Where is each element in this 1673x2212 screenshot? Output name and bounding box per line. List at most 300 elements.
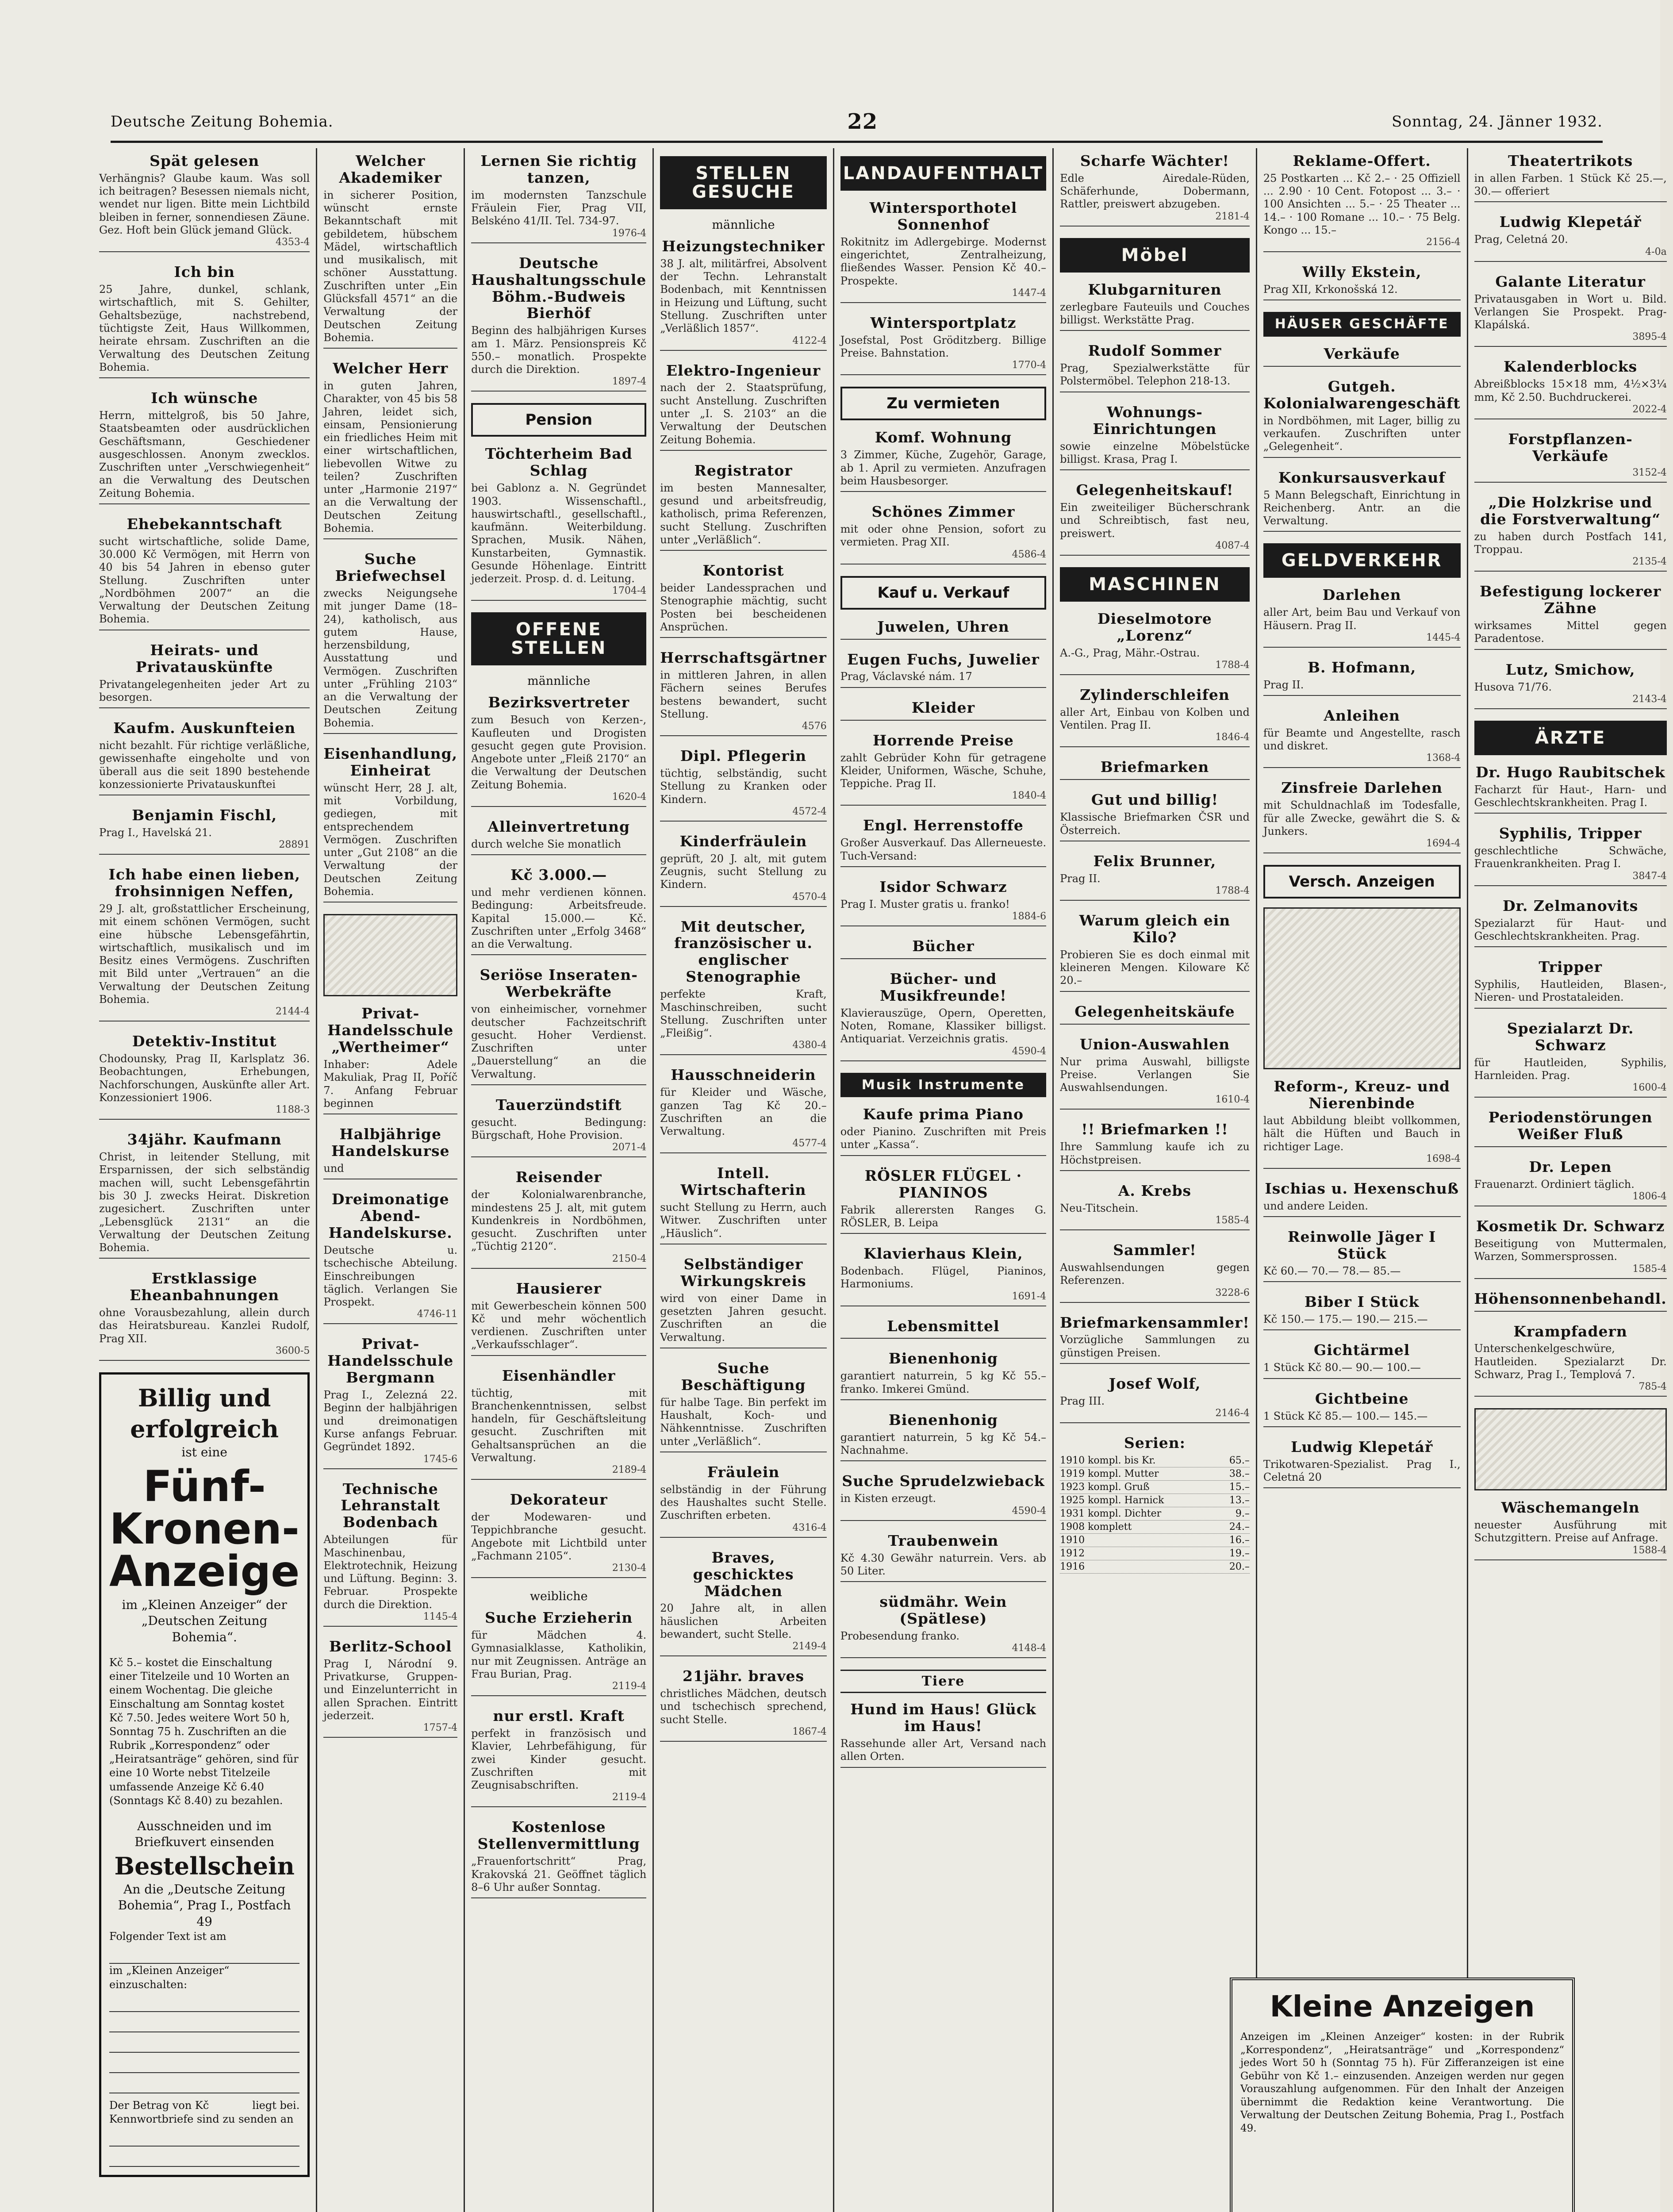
ad-title: Bienenhonig [888,1411,998,1429]
ad-body: Rokitnitz im Adlergebirge. Modernst eingerichtet, Zentralheizung, fließendes Wasser. Pension Kč 40.– Prospekte. [840,235,1047,287]
ad-code: 1588-4 [1632,1544,1667,1556]
price-value: 24.– [1229,1521,1250,1533]
ad-body: Prag, Václavské nám. 17 [840,670,972,683]
ad-body: neuester Ausführung mit Schutzgittern. Preise auf Anfrage. [1474,1519,1667,1544]
classified-ad [1474,959,1667,1008]
ad-body: Chodounsky, Prag II, Karlsplatz 36. Beobachtungen, Erhebungen, Nachforschungen, Auskünfte aller Art. Konzessioniert 1906. [99,1052,310,1104]
ad-title: Gichtärmel [1314,1341,1410,1359]
ad-body: von einheimischer, vornehmer deutscher Fachzeitschrift gesucht. Hoher Verdienst. Zuschriften unter „Dauerstellung“ an die Verwaltung. [471,1003,647,1080]
ad-code: 1698-4 [1426,1153,1461,1164]
section-offene-stellen: OFFENE STELLEN [471,612,646,665]
ad-body: Deutsche u. tschechische Abteilung. Einschreibungen täglich. Verlangen Sie Prospekt. [323,1244,458,1309]
classified-ad [323,551,457,734]
price-value: 13.– [1229,1495,1250,1506]
ad-title: Hausschneiderin [671,1066,816,1084]
order-form-field[interactable] [109,1992,299,2012]
column-3-female-job-ads [471,1609,646,1898]
ad-separator [840,302,1046,303]
ad-title: Briefmarkensammler! [1060,1313,1250,1331]
ad-separator [1474,1008,1667,1009]
classified-ad [1474,1218,1667,1279]
column-6 [1054,148,1257,2212]
ad-separator [323,1626,457,1627]
ad-body: Ein zweiteiliger Bücherschrank und Schreibtisch, fast neu, preiswert. [1060,501,1250,540]
classified-ad [471,967,646,1085]
ad-code: 4572-4 [792,806,827,817]
ad-separator [840,1767,1046,1768]
classified-ad [1060,1314,1250,1364]
column-4 [654,148,834,2212]
ad-code: 785-4 [1638,1381,1667,1393]
classified-ad [840,1245,1046,1306]
classified-ad [1474,1323,1667,1397]
price-label: 1910 [1060,1535,1085,1546]
ad-title: Dreimonatige Abend-Handelskurse. [328,1190,453,1242]
ad-separator [1263,251,1461,252]
ad-title: Wintersporthotel Sonnenhof [869,199,1017,233]
ad-separator [99,251,310,252]
ad-separator [840,639,1046,640]
ad-body: Probesendung franko. [840,1629,959,1642]
ad-title: Halbjährige Handelskurse [331,1125,450,1160]
classified-ad [471,1169,646,1268]
ad-title: Felix Brunner, [1093,852,1216,870]
ad-body: sucht wirtschaftliche, solide Dame, 30.000 Kč Vermögen, mit Herrn von 40 bis 54 Jahren in ebenso guter Stellung. Zuschriften unter „Nordböhmen 2007“ an die Verwaltung der Deutschen Zeitung Bohemia. [99,535,310,626]
section-tiere: Tiere [840,1670,1046,1693]
classified-ad [1060,1375,1250,1423]
order-form-field[interactable] [109,2147,299,2167]
ad-title: Deutsche Haushaltungsschule Böhm.-Budweis Bierhöf [471,254,647,322]
ad-title: Konkursausverkauf [1278,469,1446,486]
ad-body: Fabrik allerersten Ranges G. RÖSLER, B. Leipa [840,1203,1047,1229]
column-7-sale-ads [1263,346,1461,532]
classified-ad [1474,825,1667,886]
ad-title: Ludwig Klepetář [1499,213,1642,231]
ad-title: Höhensonnenbehandl. [1474,1290,1667,1307]
ad-separator [1060,469,1250,470]
ad-separator [1263,1329,1461,1330]
classified-ad [471,694,646,807]
classified-ad [660,918,826,1056]
ad-separator [660,821,826,822]
ad-separator [99,503,310,504]
classified-ad [840,938,1046,959]
ad-separator [471,1695,646,1696]
ad-separator [1474,708,1667,709]
ad-body: Bodenbach. Flügel, Pianinos, Harmoniums. [840,1265,1047,1290]
ad-separator [660,1537,826,1538]
ad-code: 3600-5 [275,1345,310,1356]
ad-title: Ludwig Klepetář [1291,1438,1433,1455]
classified-ad [660,1668,826,1742]
ad-title: Willy Ekstein, [1302,263,1422,281]
ad-code: 1368-4 [1426,753,1461,764]
ad-title: B. Hofmann, [1308,658,1416,676]
ad-code: 4746-11 [417,1309,458,1320]
ad-body: Neu-Titschein. [1060,1202,1139,1214]
classified-ad [1263,264,1461,300]
order-form-field[interactable] [109,2012,299,2032]
ad-body: Prag I, Národní 9. Privatkurse, Gruppen- und Einzelunterricht in allen Sprachen. Eintritt jederzeit. [323,1657,458,1722]
classified-ad [840,1701,1046,1767]
ad-separator [840,1460,1046,1461]
classified-ad [840,1412,1046,1461]
ad-body: 25 Jahre, dunkel, schlank, wirtschaftlich, mit S. Gehilter, Gehaltsbezüge, nachstrebend, tüchtigste Zeit, Haus Willkommen, heirate ehrsam. Zuschriften an die Verwaltung des Deutschen Zeitung Bohemia. [99,283,310,373]
classified-ad [1263,1229,1461,1282]
ad-body: 1 Stück Kč 80.— 90.— 100.— [1263,1361,1421,1374]
classified-ad [323,1191,457,1324]
ad-body: durch welche Sie monatlich [471,837,621,850]
ad-title: Wohnungs-Einrichtungen [1093,403,1217,438]
ad-separator [1060,555,1250,556]
ad-separator [323,1323,457,1324]
bandage-illustration [1263,907,1461,1069]
ad-separator [471,1156,646,1157]
section-landaufenthalt: LANDAUFENTHALT [840,156,1046,191]
ad-body: beider Landessprachen und Stenographie mächtig, sucht Posten bei bescheidenen Ansprüchen. [660,582,827,633]
price-list-rows [1060,1454,1250,1574]
ad-title: Heizungstechniker [662,238,825,255]
ad-title: Suche Erzieherin [485,1609,633,1627]
ad-title: Hund im Haus! Glück im Haus! [850,1701,1036,1735]
classified-ad [99,807,310,855]
ad-separator [840,1520,1046,1521]
ad-title: !! Briefmarken !! [1081,1121,1228,1138]
classified-ad [840,879,1046,926]
ad-separator [99,1119,310,1120]
ad-title: Gelegenheitskäufe [1074,1002,1235,1020]
ad-separator [1060,900,1250,901]
classified-ad [1474,431,1667,483]
ad-title: Herrschaftsgärtner [660,649,827,667]
order-form-address: An die „Deutsche Zeitung Bohemia“, Prag I., Postfach 49 [118,1882,291,1929]
ad-separator [471,1268,646,1269]
ad-code: 1788-4 [1215,659,1250,671]
ad-title: Ischias u. Hexenschuß [1265,1179,1459,1197]
ad-body: Trikotwaren-Spezialist. Prag I., Celetná 20 [1263,1458,1461,1484]
ad-code: 1620-4 [612,791,647,803]
classified-ad [840,429,1046,492]
column-3-pension-ads [471,445,646,601]
ad-code: 4576 [802,721,827,732]
classified-ad [840,732,1046,806]
ad-code: 4577-4 [792,1138,827,1149]
ad-code: 2071-4 [612,1142,647,1153]
ad-code: 1600-4 [1632,1082,1667,1094]
classified-ad [471,445,646,601]
ad-body: tüchtig, mit Branchenkenntnissen, selbst handeln, für Geschäftsleitung gesucht. Zuschriften mit Gehaltsansprüchen an die Verwaltung. [471,1386,647,1464]
ad-title: Periodenstörungen Weißer Fluß [1488,1109,1653,1143]
ad-separator [660,906,826,907]
ad-separator [323,348,457,349]
kleine-anzeigen-box [1230,1978,1575,2212]
ad-code: 1806-4 [1632,1191,1667,1202]
ad-title: 21jähr. braves [682,1667,805,1685]
column-6-machine-ads [1060,611,1250,1423]
order-form-field[interactable] [109,2073,299,2093]
ad-body: bei Gablonz a. N. Gegründet 1903. Wissenschaftl., hauswirtschaftl., gesellschaftl., kaufmänn. Weiterbildung. Sprachen, Musik. Nähen, Kunstarbeiten, Gymnastik. Gesunde Höhenlage. Eintritt jederzeit. Prosp. d. d. Leitung. [471,482,647,585]
classified-ad [1474,1290,1667,1312]
classified-ad [99,153,310,252]
header-rule [111,141,1603,143]
ad-separator [1060,226,1250,227]
ad-title: Seriöse Inseraten-Werbekräfte [480,966,638,1001]
classified-ad [1060,281,1250,331]
ad-body: Prag II. [1263,678,1304,691]
ad-body: Abteilungen für Maschinenbau, Elektrotechnik, Heizung und Lüftung. Beginn: 3. Februar. Prospekte durch die Direktion. [323,1533,458,1611]
classified-ad [471,1708,646,1807]
ad-body: und mehr verdienen können. Bedingung: Arbeitsfreude. Kapital 15.000.— Kč. Zuschriften unter „Erfolg 3468“ an die Verwaltung. [471,886,647,951]
ad-title: Kostenlose Stellenvermittlung [477,1818,640,1853]
ad-body: Kč 150.— 175.— 190.— 215.— [1263,1313,1428,1326]
ad-separator [471,1806,646,1807]
ad-title: nur erstl. Kraft [493,1707,625,1725]
ad-body: Husova 71/76. [1474,680,1552,693]
ad-title: Ich wünsche [151,389,258,407]
ad-title: Wintersportplatz [870,314,1017,331]
classified-ad [1263,153,1461,252]
order-form-field[interactable] [109,1943,299,1964]
ad-code: 1788-4 [1215,885,1250,897]
ad-body: garantiert naturrein, 5 kg Kč 54.– Nachnahme. [840,1431,1047,1457]
ad-title: Komf. Wohnung [875,429,1012,446]
ad-title: Verkäufe [1324,345,1400,362]
box-cut-note: Ausschneiden und im Briefkuvert einsenden [134,1819,275,1850]
ad-separator [471,1897,646,1898]
ad-separator [1263,1281,1461,1282]
classified-ad [660,238,826,351]
ad-title: Klavierhaus Klein, [863,1245,1023,1263]
ad-body: Prag II. [1060,872,1101,885]
ad-body: in Kisten erzeugt. [840,1492,936,1505]
ad-separator [1060,1422,1250,1423]
ad-title: Registrator [694,461,793,479]
classified-ad [660,462,826,551]
ad-title: Spät gelesen [150,152,260,169]
classified-ad [471,818,646,855]
ad-title: RÖSLER FLÜGEL · PIANINOS [864,1167,1022,1201]
ad-body: in allen Farben. 1 Stück Kč 25.—, 30.— offeriert [1474,172,1667,198]
ad-title: Josef Wolf, [1109,1375,1201,1392]
ad-body: Abreißblocks 15×18 mm, 4½×3¼ mm, Kč 2.50. Buchdruckerei. [1474,378,1667,403]
ad-title: Warum gleich ein Kilo? [1079,912,1231,946]
section-stellen-gesuche: STELLEN GESUCHE [660,156,826,209]
classified-ad [471,255,646,392]
classified-ad [1060,1242,1250,1302]
ad-code: 1846-4 [1215,732,1250,743]
ad-code: 2143-4 [1632,693,1667,705]
classified-ad [1060,153,1250,227]
column-7-money-ads [1263,587,1461,853]
price-label: 1916 [1060,1561,1085,1573]
order-form-line5: Kennwortbriefe sind zu senden an [109,2112,294,2125]
ad-separator [1474,1396,1667,1397]
ad-title: Forstpflanzen-Verkäufe [1508,430,1633,465]
classified-ad [840,1106,1046,1156]
price-row [1060,1560,1250,1574]
classified-ad [1474,1159,1667,1206]
ad-body: Facharzt für Haut-, Harn- und Geschlechtskrankheiten. Prag I. [1474,783,1667,809]
ad-title: A. Krebs [1118,1182,1192,1199]
ad-code: 3847-4 [1632,870,1667,882]
classified-ad [840,1350,1046,1400]
ad-title: Kaufe prima Piano [863,1106,1024,1123]
ad-code: 4122-4 [792,335,827,346]
ad-body: mit Schuldnachlaß im Todesfalle, für alle Zwecke, gewährt die S. & Junkers. [1263,799,1461,837]
price-label: 1931 kompl. Dichter [1060,1508,1162,1520]
ad-title: Suche Sprudelzwieback [842,1472,1045,1490]
ad-title: Welcher Herr [333,360,449,377]
classified-ad [323,360,457,539]
ad-separator [840,1657,1046,1658]
ad-title: Lernen Sie richtig tanzen, [480,152,637,186]
ad-separator [323,733,457,734]
price-label: 1925 kompl. Harnick [1060,1495,1164,1506]
classified-ad [1060,342,1250,392]
ad-separator [1060,1363,1250,1364]
column-6-furniture-ads [1060,281,1250,556]
classified-ad [471,1280,646,1356]
order-form-field[interactable] [109,2126,299,2147]
classified-ad [323,1481,457,1627]
classified-ad [1263,378,1461,458]
ad-title: Privat-Handelsschule Bergmann [327,1335,454,1386]
ad-body: Probieren Sie es doch einmal mit kleineren Mengen. Kiloware Kč 20.– [1060,948,1250,987]
classified-ad [840,651,1046,688]
ad-separator [840,687,1046,688]
ad-separator [1474,346,1667,347]
ad-separator [99,707,310,708]
ad-code: 1745-6 [423,1453,458,1465]
column-5-animal-ads [840,1701,1046,1767]
ad-code: 2135-4 [1632,556,1667,568]
ad-title: Privat-Handelsschule „Wertheimer“ [327,1005,454,1056]
ad-code: 3895-4 [1632,331,1667,343]
ad-body: der Modewaren- und Teppichbranche gesucht. Angebote mit Lichtbild unter „Fachmann 2105“. [471,1511,647,1562]
ad-separator [840,564,1046,565]
ad-title: Braves, geschicktes Mädchen [693,1548,794,1600]
classified-ad [1060,853,1250,901]
column-4-ads [660,238,826,1742]
column-2-ads [323,153,457,902]
ad-separator [1474,946,1667,947]
ad-separator [99,377,310,378]
running-head [111,106,1603,137]
section-sub-weibliche: weibliche [530,1590,588,1604]
order-form-field[interactable] [109,2053,299,2073]
ad-separator [660,1152,826,1153]
classified-ad [1060,687,1250,747]
classified-ad [1474,583,1667,649]
ad-code: 2146-4 [1215,1408,1250,1419]
classified-ad [1474,494,1667,572]
ad-title: Töchterheim Bad Schlag [485,445,633,480]
ad-title: Reform-, Kreuz- und Nierenbinde [1274,1078,1450,1112]
classified-ad [1474,153,1667,202]
ad-body: im modernsten Tanzschule Fräulein Fier, Prag VII, Belskéno 41/II. Tel. 734-97. [471,188,647,227]
ad-body: zwecks Neigungsehe mit junger Dame (18–24), katholisch, aus gutem Hause, herzensbildung, Ausstattung und Vermögen. Zuschriften unter „Frühling 2103“ an die Verwaltung der Deutschen Zeitung Bohemia. [323,587,458,729]
ad-title: Detektiv-Institut [132,1033,277,1050]
ad-code: 1867-4 [792,1726,827,1737]
column-6-ads [1060,153,1250,227]
ad-code: 4087-4 [1215,540,1250,551]
ad-title: Theatertrikots [1508,152,1633,169]
ad-body: nicht bezahlt. Für richtige verläßliche, gewissenhafte eingeholte und von überall aus die seit 1890 bestehende konzessionierte Privatauskunftei [99,739,310,791]
ad-code: 2119-4 [612,1792,647,1803]
ad-separator [99,1021,310,1022]
ad-title: Intell. Wirtschafterin [680,1164,806,1199]
ad-title: Juwelen, Uhren [877,618,1009,635]
ad-code: 2022-4 [1632,403,1667,415]
ad-title: Biber I Stück [1305,1293,1420,1311]
ad-title: Lebensmittel [887,1317,1000,1335]
ad-separator [1474,1146,1667,1147]
ad-body: gesucht. Bedingung: Bürgschaft, Hohe Provision. [471,1116,647,1142]
ad-body: nach der 2. Staatsprüfung, sucht Anstellung. Zuschriften unter „I. S. 2103“ an die Verwaltung der Deutschen Zeitung Bohemia. [660,381,827,446]
ad-separator [1474,1311,1667,1312]
column-8-ads [1474,153,1667,709]
ad-title: Erstklassige Eheanbahnungen [130,1270,280,1304]
ad-separator [660,1054,826,1055]
ad-title: Scharfe Wächter! [1080,152,1230,169]
column-7 [1257,148,1468,2212]
ad-code: 1585-4 [1215,1215,1250,1226]
ad-separator [471,242,646,243]
ad-separator [1263,1487,1461,1488]
ad-separator [1060,1170,1250,1171]
classified-ad [323,1336,457,1469]
ad-separator [1474,649,1667,650]
ad-separator [471,1084,646,1085]
ad-separator [1263,457,1461,458]
ad-body: Prag, Celetná 20. [1474,233,1568,246]
ad-title: Gut und billig! [1091,791,1219,809]
ad-separator [471,806,646,807]
ad-title: Zinsfreie Darlehen [1281,779,1443,797]
classified-ad [840,315,1046,375]
classified-ad [1263,1180,1461,1217]
price-value: 38.– [1229,1468,1250,1480]
classified-ad [1474,1499,1667,1560]
ad-separator [840,1155,1046,1156]
classified-ad [660,1067,826,1153]
ad-title: Klubgarnituren [1088,280,1222,298]
classified-ad [471,1367,646,1480]
ad-body: aller Art, Einbau von Kolben und Ventilen. Prag II. [1060,706,1250,732]
ad-title: Tripper [1539,958,1602,976]
ad-title: Eugen Fuchs, Juwelier [847,650,1040,668]
ad-body: geschlechtliche Schwäche, Frauenkrankheiten. Prag I. [1474,845,1667,870]
ad-title: Suche Beschäftigung [681,1359,806,1394]
order-form-field[interactable] [109,2032,299,2053]
price-label: 1923 kompl. Gruß [1060,1482,1150,1493]
ad-title: Bezirksvertreter [488,694,630,711]
column-1 [93,148,317,2212]
ad-body: sowie einzelne Möbelstücke billigst. Krasa, Prag I. [1060,440,1250,465]
fuenf-kronen-box [99,1372,310,2177]
price-row [1060,1507,1250,1521]
ad-code: 4148-4 [1012,1643,1047,1654]
classified-ad [99,264,310,378]
ad-title: Gutgeh. Kolonialwarengeschäft [1263,377,1461,412]
classified-ad [660,833,826,907]
classified-ad [1263,1390,1461,1427]
classified-ad [660,362,826,451]
classified-ad [660,649,826,736]
ad-code: 4586-4 [1012,549,1047,560]
ad-body: Nur prima Auswahl, billigste Preise. Verlangen Sie Auswahlsendungen. [1060,1055,1250,1094]
column-3-job-ads [471,694,646,1578]
